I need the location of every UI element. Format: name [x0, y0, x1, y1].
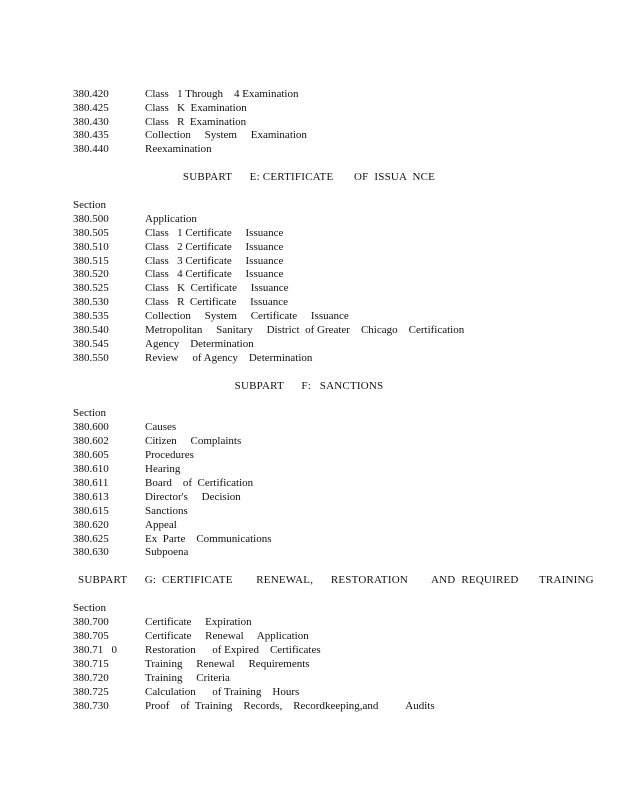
- section-title: Restoration of Expired Certificates: [145, 644, 321, 656]
- section-number: 380.615: [73, 505, 109, 517]
- section-title: Ex Parte Communications: [145, 533, 272, 545]
- section-title: Collection System Examination: [145, 129, 307, 141]
- section-title: Certificate Renewal Application: [145, 630, 309, 642]
- section-number: 380.545: [73, 338, 109, 350]
- section-title: Training Renewal Requirements: [145, 658, 310, 670]
- section-title: Subpoena: [145, 546, 189, 558]
- section-title: Class K Examination: [145, 102, 247, 114]
- section-title: Review of Agency Determination: [145, 352, 313, 364]
- section-number: 380.500: [73, 213, 109, 225]
- section-title: Certificate Expiration: [145, 616, 252, 628]
- section-title: Class 2 Certificate Issuance: [145, 241, 284, 253]
- section-title: Application: [145, 213, 197, 225]
- section-title: Sanctions: [145, 505, 188, 517]
- section-title: Proof of Training Records, Recordkeeping,and Audits: [145, 700, 435, 712]
- section-title: Procedures: [145, 449, 194, 461]
- section-number: 380.725: [73, 686, 109, 698]
- section-title: Class 3 Certificate Issuance: [145, 255, 284, 267]
- section-title: Class 1 Certificate Issuance: [145, 227, 284, 239]
- section-number: 380.550: [73, 352, 109, 364]
- subpart-g-heading: SUBPART G: CERTIFICATE RENEWAL, RESTORATION AND REQUIRED TRAINING: [78, 574, 594, 586]
- section-title: Metropolitan Sanitary District of Greater Chicago Certification: [145, 324, 465, 336]
- section-title: Reexamination: [145, 143, 212, 155]
- section-title: Hearing: [145, 463, 181, 475]
- section-number: 380.525: [73, 282, 109, 294]
- section-number: 380.530: [73, 296, 109, 308]
- section-number: 380.520: [73, 268, 109, 280]
- section-title: Agency Determination: [145, 338, 254, 350]
- section-title: Training Criteria: [145, 672, 230, 684]
- section-number: 380.420: [73, 88, 109, 100]
- section-number: 380.620: [73, 519, 109, 531]
- section-title: Causes: [145, 421, 177, 433]
- section-title: Collection System Certificate Issuance: [145, 310, 349, 322]
- section-title: Citizen Complaints: [145, 435, 242, 447]
- section-label: Section: [73, 199, 106, 211]
- subpart-e-heading: SUBPART E: CERTIFICATE OF ISSUA NCE: [182, 171, 436, 183]
- subpart-f-heading: SUBPART F: SANCTIONS: [234, 380, 384, 392]
- section-title: Board of Certification: [145, 477, 254, 489]
- section-label: Section: [73, 407, 106, 419]
- section-number: 380.611: [73, 477, 109, 489]
- section-title: Class 4 Certificate Issuance: [145, 268, 284, 280]
- section-number: 380.510: [73, 241, 109, 253]
- section-label: Section: [73, 602, 106, 614]
- section-number: 380.720: [73, 672, 109, 684]
- section-number: 380.535: [73, 310, 109, 322]
- section-number: 380.610: [73, 463, 109, 475]
- section-number: 380.435: [73, 129, 109, 141]
- section-number: 380.430: [73, 116, 109, 128]
- section-number: 380.600: [73, 421, 109, 433]
- section-number: 380.625: [73, 533, 109, 545]
- section-title: Calculation of Training Hours: [145, 686, 300, 698]
- section-number: 380.425: [73, 102, 109, 114]
- section-number: 380.630: [73, 546, 109, 558]
- section-number: 380.705: [73, 630, 109, 642]
- section-number: 380.505: [73, 227, 109, 239]
- section-number: 380.700: [73, 616, 109, 628]
- section-title: Class R Certificate Issuance: [145, 296, 288, 308]
- section-number: 380.71 0: [73, 644, 117, 656]
- section-title: Class K Certificate Issuance: [145, 282, 289, 294]
- section-title: Appeal: [145, 519, 177, 531]
- section-number: 380.602: [73, 435, 109, 447]
- section-number: 380.715: [73, 658, 109, 670]
- section-title: Class R Examination: [145, 116, 247, 128]
- section-number: 380.613: [73, 491, 109, 503]
- section-number: 380.540: [73, 324, 109, 336]
- section-number: 380.730: [73, 700, 109, 712]
- section-number: 380.515: [73, 255, 109, 267]
- section-number: 380.605: [73, 449, 109, 461]
- section-title: Director's Decision: [145, 491, 241, 503]
- section-title: Class 1 Through 4 Examination: [145, 88, 299, 100]
- section-number: 380.440: [73, 143, 109, 155]
